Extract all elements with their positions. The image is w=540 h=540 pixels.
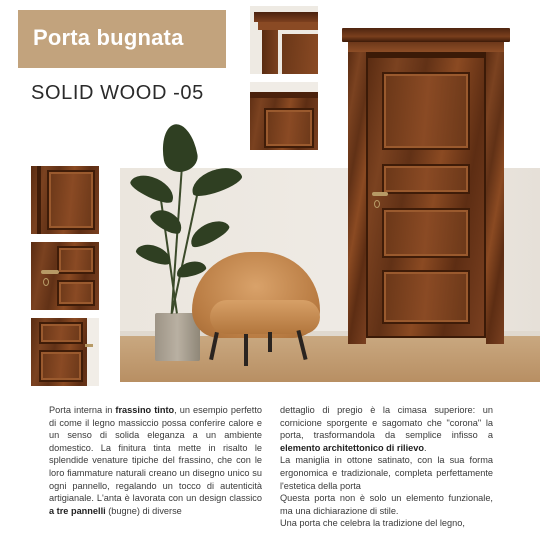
armchair-seat [210, 300, 320, 334]
plant-leaf [158, 121, 200, 174]
wood-panel-detail-photo [31, 166, 99, 234]
door-handle-detail-photo [31, 242, 99, 310]
description-paragraph: Porta interna in frassino tinto, un esempio perfetto di come il legno massiccio possa conferire calore e un senso di solida eleganza a un ambiente domestico. La finitura tinta mette in risalto le splendide venature tipiche del frassino, che con le loro fiammature naturali creano un disegno unico su ogni pannello, regalando un tocco di autenticità artigianale. L'anta è lavorata con un design classico a tre pannelli (bugne) di diverse [49, 405, 262, 516]
page-title: Porta bugnata [33, 25, 184, 50]
door-panel-lower-2 [382, 270, 470, 324]
description-paragraph: Una porta che celebra la tradizione del legno, [280, 518, 465, 529]
door-panel-top [382, 72, 470, 150]
description-paragraph: La maniglia in ottone satinato, con la sua forma ergonomica e tradizionale, completa perfettamente l'estetica della porta [280, 455, 493, 491]
door-cornice-detail-photo [250, 6, 318, 74]
description-column-1 [49, 404, 262, 517]
door-panel-lower-1 [382, 208, 470, 258]
door-top-panel-detail-photo [250, 82, 318, 150]
door-jamb-right [486, 52, 504, 344]
description-paragraph: dettaglio di pregio è la cimasa superiore: un cornicione sporgente e sagomato che "corona" la porta, trasformandola da semplice infisso a elemento architettonico di rilievo. [280, 405, 493, 453]
product-subtitle: SOLID WOOD -05 [31, 82, 204, 104]
description-paragraph: Questa porta non è solo un elemento funzionale, ma una dichiarazione di stile. [280, 493, 493, 516]
door-handle-icon [372, 192, 388, 196]
door-handle-icon [41, 270, 59, 274]
door-cornice [342, 28, 510, 42]
door-panel-middle [382, 164, 470, 194]
description-column-2 [280, 404, 493, 530]
raised-panel-door [342, 28, 510, 344]
door-leaf [366, 56, 486, 338]
title-band [18, 10, 226, 68]
door-jamb-left [348, 52, 366, 344]
door-side-detail-photo [31, 318, 99, 386]
